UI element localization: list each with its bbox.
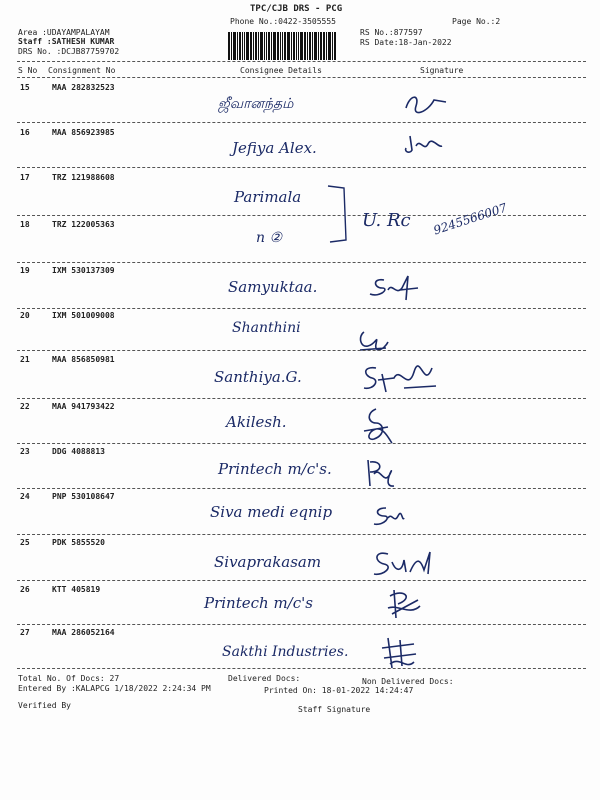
signature-mark <box>400 92 450 116</box>
row-consignee: Jefiya Alex. <box>232 139 317 157</box>
row-divider <box>17 398 586 399</box>
handwritten-phone: 9245566007 <box>431 200 509 238</box>
signature-mark <box>384 586 424 620</box>
row-divider <box>17 534 586 535</box>
col-consignment: Consignment No <box>48 66 116 75</box>
printed-on: Printed On: 18-01-2022 14:24:47 <box>264 686 414 695</box>
row-consignment: MAA 856923985 <box>52 128 115 137</box>
header-divider-bottom <box>17 77 586 78</box>
row-consignment: PDK 5855520 <box>52 538 105 547</box>
row-consignment: TRZ 122005363 <box>52 220 115 229</box>
rs-date: RS Date:18-Jan-2022 <box>360 38 452 47</box>
row-divider <box>17 167 586 168</box>
row-sno: 23 <box>20 447 30 456</box>
row-sno: 26 <box>20 585 30 594</box>
drs-number: DRS No. :DCJB87759702 <box>18 47 120 56</box>
header-divider-top <box>17 61 586 62</box>
row-sno: 20 <box>20 311 30 320</box>
signature-mark <box>360 362 440 396</box>
row-consignment: MAA 286052164 <box>52 628 115 637</box>
signature-mark <box>372 504 406 530</box>
row-consignee: Printech m/c's <box>204 594 313 612</box>
row-sno: 16 <box>20 128 30 137</box>
verified-by: Verified By <box>18 701 71 710</box>
signature-mark <box>360 456 396 492</box>
row-divider <box>17 122 586 123</box>
signature-mark <box>362 405 396 447</box>
entered-by: Entered By :KALAPCG 1/18/2022 2:24:34 PM <box>18 684 211 693</box>
total-docs: Total No. Of Docs: 27 <box>18 674 120 683</box>
row-consignee: Samyuktaa. <box>228 278 318 296</box>
row-consignee: Santhiya.G. <box>214 368 302 386</box>
row-consignment: IXM 530137309 <box>52 266 115 275</box>
row-consignee: ஜீவானந்தம் <box>218 96 294 112</box>
footer-divider <box>17 668 586 669</box>
row-consignee: Siva medi eqnip <box>210 503 333 521</box>
row-divider <box>17 624 586 625</box>
row-sno: 24 <box>20 492 30 501</box>
row-divider <box>17 488 586 489</box>
document-title: TPC/CJB DRS - PCG <box>250 4 343 14</box>
signature-mark <box>368 272 420 302</box>
row-sno: 19 <box>20 266 30 275</box>
row-consignee: Printech m/c's. <box>218 460 332 478</box>
staff-field: Staff :SATHESH KUMAR <box>18 37 115 46</box>
row-consignment: PNP 530108647 <box>52 492 115 501</box>
row-sno: 21 <box>20 355 30 364</box>
signature-mark <box>370 548 440 578</box>
row-consignee: Akilesh. <box>226 413 287 431</box>
row-sno: 22 <box>20 402 30 411</box>
row-divider <box>17 262 586 263</box>
row-consignee: n ② <box>256 230 283 246</box>
row-consignment: MAA 282832523 <box>52 83 115 92</box>
col-signature: Signature <box>420 66 464 75</box>
col-consignee: Consignee Details <box>240 66 322 75</box>
row-divider <box>17 350 586 351</box>
bracket-mark <box>324 180 354 250</box>
row-consignment: DDG 4088813 <box>52 447 105 456</box>
page-number: Page No.:2 <box>452 17 501 26</box>
handwritten-signature: U. Rc <box>362 210 411 231</box>
area-field: Area :UDAYAMPALAYAM <box>18 28 110 37</box>
delivered-docs: Delivered Docs: <box>228 674 301 683</box>
row-consignee: Shanthini <box>232 320 301 336</box>
phone-number: Phone No.:0422-3505555 <box>230 17 336 26</box>
row-sno: 17 <box>20 173 30 182</box>
row-consignee: Parimala <box>234 188 302 206</box>
signature-mark <box>380 634 418 672</box>
row-sno: 25 <box>20 538 30 547</box>
row-divider <box>17 580 586 581</box>
non-delivered-docs: Non Delivered Docs: <box>362 677 454 686</box>
row-consignment: IXM 501009008 <box>52 311 115 320</box>
barcode <box>228 32 354 60</box>
row-sno: 27 <box>20 628 30 637</box>
row-divider <box>17 443 586 444</box>
row-sno: 18 <box>20 220 30 229</box>
row-divider <box>17 308 586 309</box>
row-consignment: TRZ 121988608 <box>52 173 115 182</box>
signature-mark <box>402 132 446 158</box>
row-consignee: Sakthi Industries. <box>222 644 349 660</box>
row-consignee: Sivaprakasam <box>214 553 322 571</box>
row-consignment: KTT 405819 <box>52 585 101 594</box>
row-sno: 15 <box>20 83 30 92</box>
col-sno: S No <box>18 66 38 75</box>
rs-number: RS No.:877597 <box>360 28 423 37</box>
row-consignment: MAA 941793422 <box>52 402 115 411</box>
row-consignment: MAA 856850981 <box>52 355 115 364</box>
staff-signature-label: Staff Signature <box>298 705 371 714</box>
